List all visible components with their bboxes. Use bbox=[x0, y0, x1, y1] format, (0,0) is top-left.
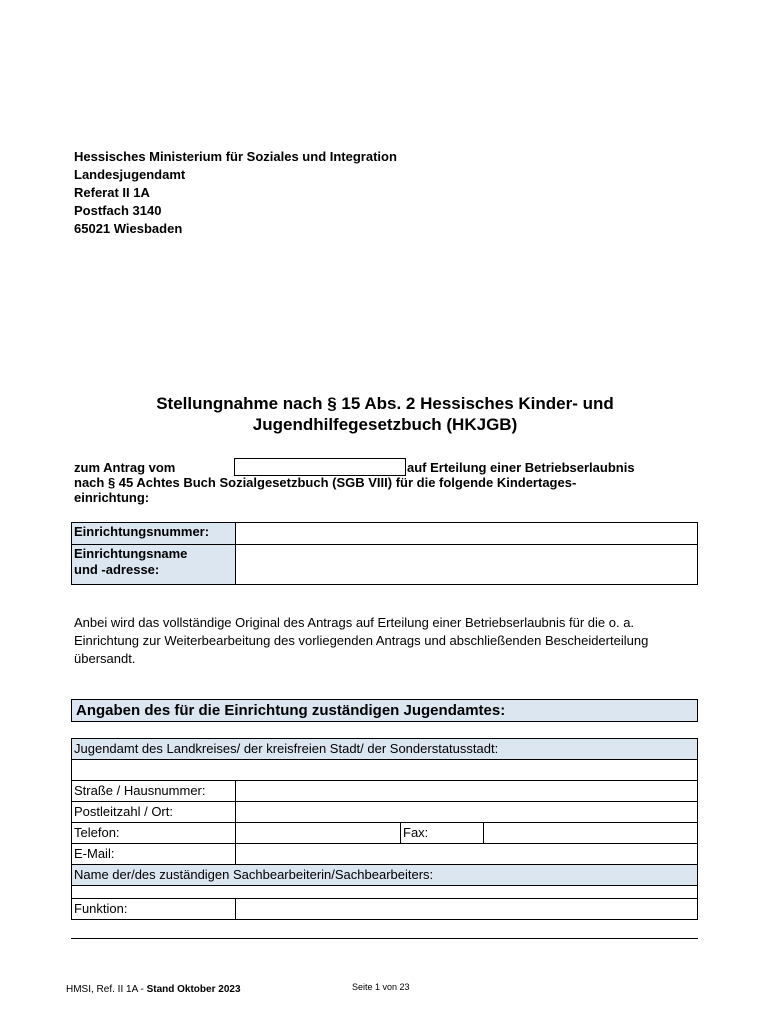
email-field[interactable] bbox=[236, 844, 698, 865]
jugendamt-field[interactable] bbox=[72, 760, 698, 781]
funktion-field[interactable] bbox=[236, 899, 698, 920]
bottom-rule bbox=[71, 938, 698, 939]
address-line: Hessisches Ministerium für Soziales und Integration bbox=[74, 149, 397, 164]
antrag-line-3: einrichtung: bbox=[74, 490, 150, 505]
einrichtungsnummer-label: Einrichtungsnummer: bbox=[72, 523, 236, 545]
einrichtungsnummer-field[interactable] bbox=[236, 523, 698, 545]
funktion-label: Funktion: bbox=[72, 899, 236, 920]
cover-paragraph: Anbei wird das vollständige Original des Antrags auf Erteilung einer Betriebserlaubnis für die o. a. Einrichtung zur Weiterbearbeitung des vorliegenden Antrags und abschließenden Bescheiderteilung übersandt. bbox=[74, 615, 649, 666]
einrichtungsname-field[interactable] bbox=[236, 545, 698, 585]
footer bbox=[66, 984, 241, 995]
fax-field[interactable] bbox=[484, 823, 698, 844]
document-title bbox=[70, 393, 700, 435]
antrag-statement bbox=[74, 460, 714, 505]
antrag-suffix: auf Erteilung einer Betriebserlaubnis bbox=[407, 460, 635, 475]
email-label: E-Mail: bbox=[72, 844, 236, 865]
einrichtungsname-label-line: und -adresse: bbox=[74, 562, 160, 577]
address-line: Postfach 3140 bbox=[74, 203, 162, 218]
telefon-label: Telefon: bbox=[72, 823, 236, 844]
telefon-field[interactable] bbox=[236, 823, 401, 844]
einrichtungsname-label bbox=[72, 545, 236, 585]
einrichtung-table bbox=[71, 522, 698, 585]
section-header: Angaben des für die Einrichtung zuständigen Jugendamtes: bbox=[71, 699, 698, 722]
title-line-1: Stellungnahme nach § 15 Abs. 2 Hessisches Kinder- und bbox=[156, 394, 614, 413]
jugendamt-table bbox=[71, 738, 698, 920]
address-line: Landesjugendamt bbox=[74, 167, 186, 182]
strasse-field[interactable] bbox=[236, 781, 698, 802]
page-number: Seite 1 von 23 bbox=[352, 982, 410, 992]
plz-label: Postleitzahl / Ort: bbox=[72, 802, 236, 823]
antrag-prefix: zum Antrag vom bbox=[74, 460, 176, 475]
plz-field[interactable] bbox=[236, 802, 698, 823]
address-line: 65021 Wiesbaden bbox=[74, 221, 183, 236]
sachbearbeiter-label: Name der/des zuständigen Sachbearbeiterin/Sachbearbeiters: bbox=[72, 865, 698, 886]
strasse-label: Straße / Hausnummer: bbox=[72, 781, 236, 802]
footer-stand: Stand Oktober 2023 bbox=[146, 984, 241, 995]
jugendamt-label: Jugendamt des Landkreises/ der kreisfreien Stadt/ der Sonderstatusstadt: bbox=[72, 739, 698, 760]
recipient-address bbox=[74, 148, 397, 238]
title-line-2: Jugendhilfegesetzbuch (HKJGB) bbox=[252, 415, 518, 434]
antrag-line-2: nach § 45 Achtes Buch Sozialgesetzbuch (SGB VIII) für die folgende Kindertages- bbox=[74, 475, 577, 490]
antrag-date-field[interactable] bbox=[234, 458, 406, 476]
sachbearbeiter-field[interactable] bbox=[72, 886, 698, 899]
einrichtungsname-label-line: Einrichtungsname bbox=[74, 546, 188, 561]
fax-label: Fax: bbox=[401, 823, 484, 844]
address-line: Referat II 1A bbox=[74, 185, 150, 200]
footer-ref: HMSI, Ref. II 1A - bbox=[66, 984, 147, 995]
